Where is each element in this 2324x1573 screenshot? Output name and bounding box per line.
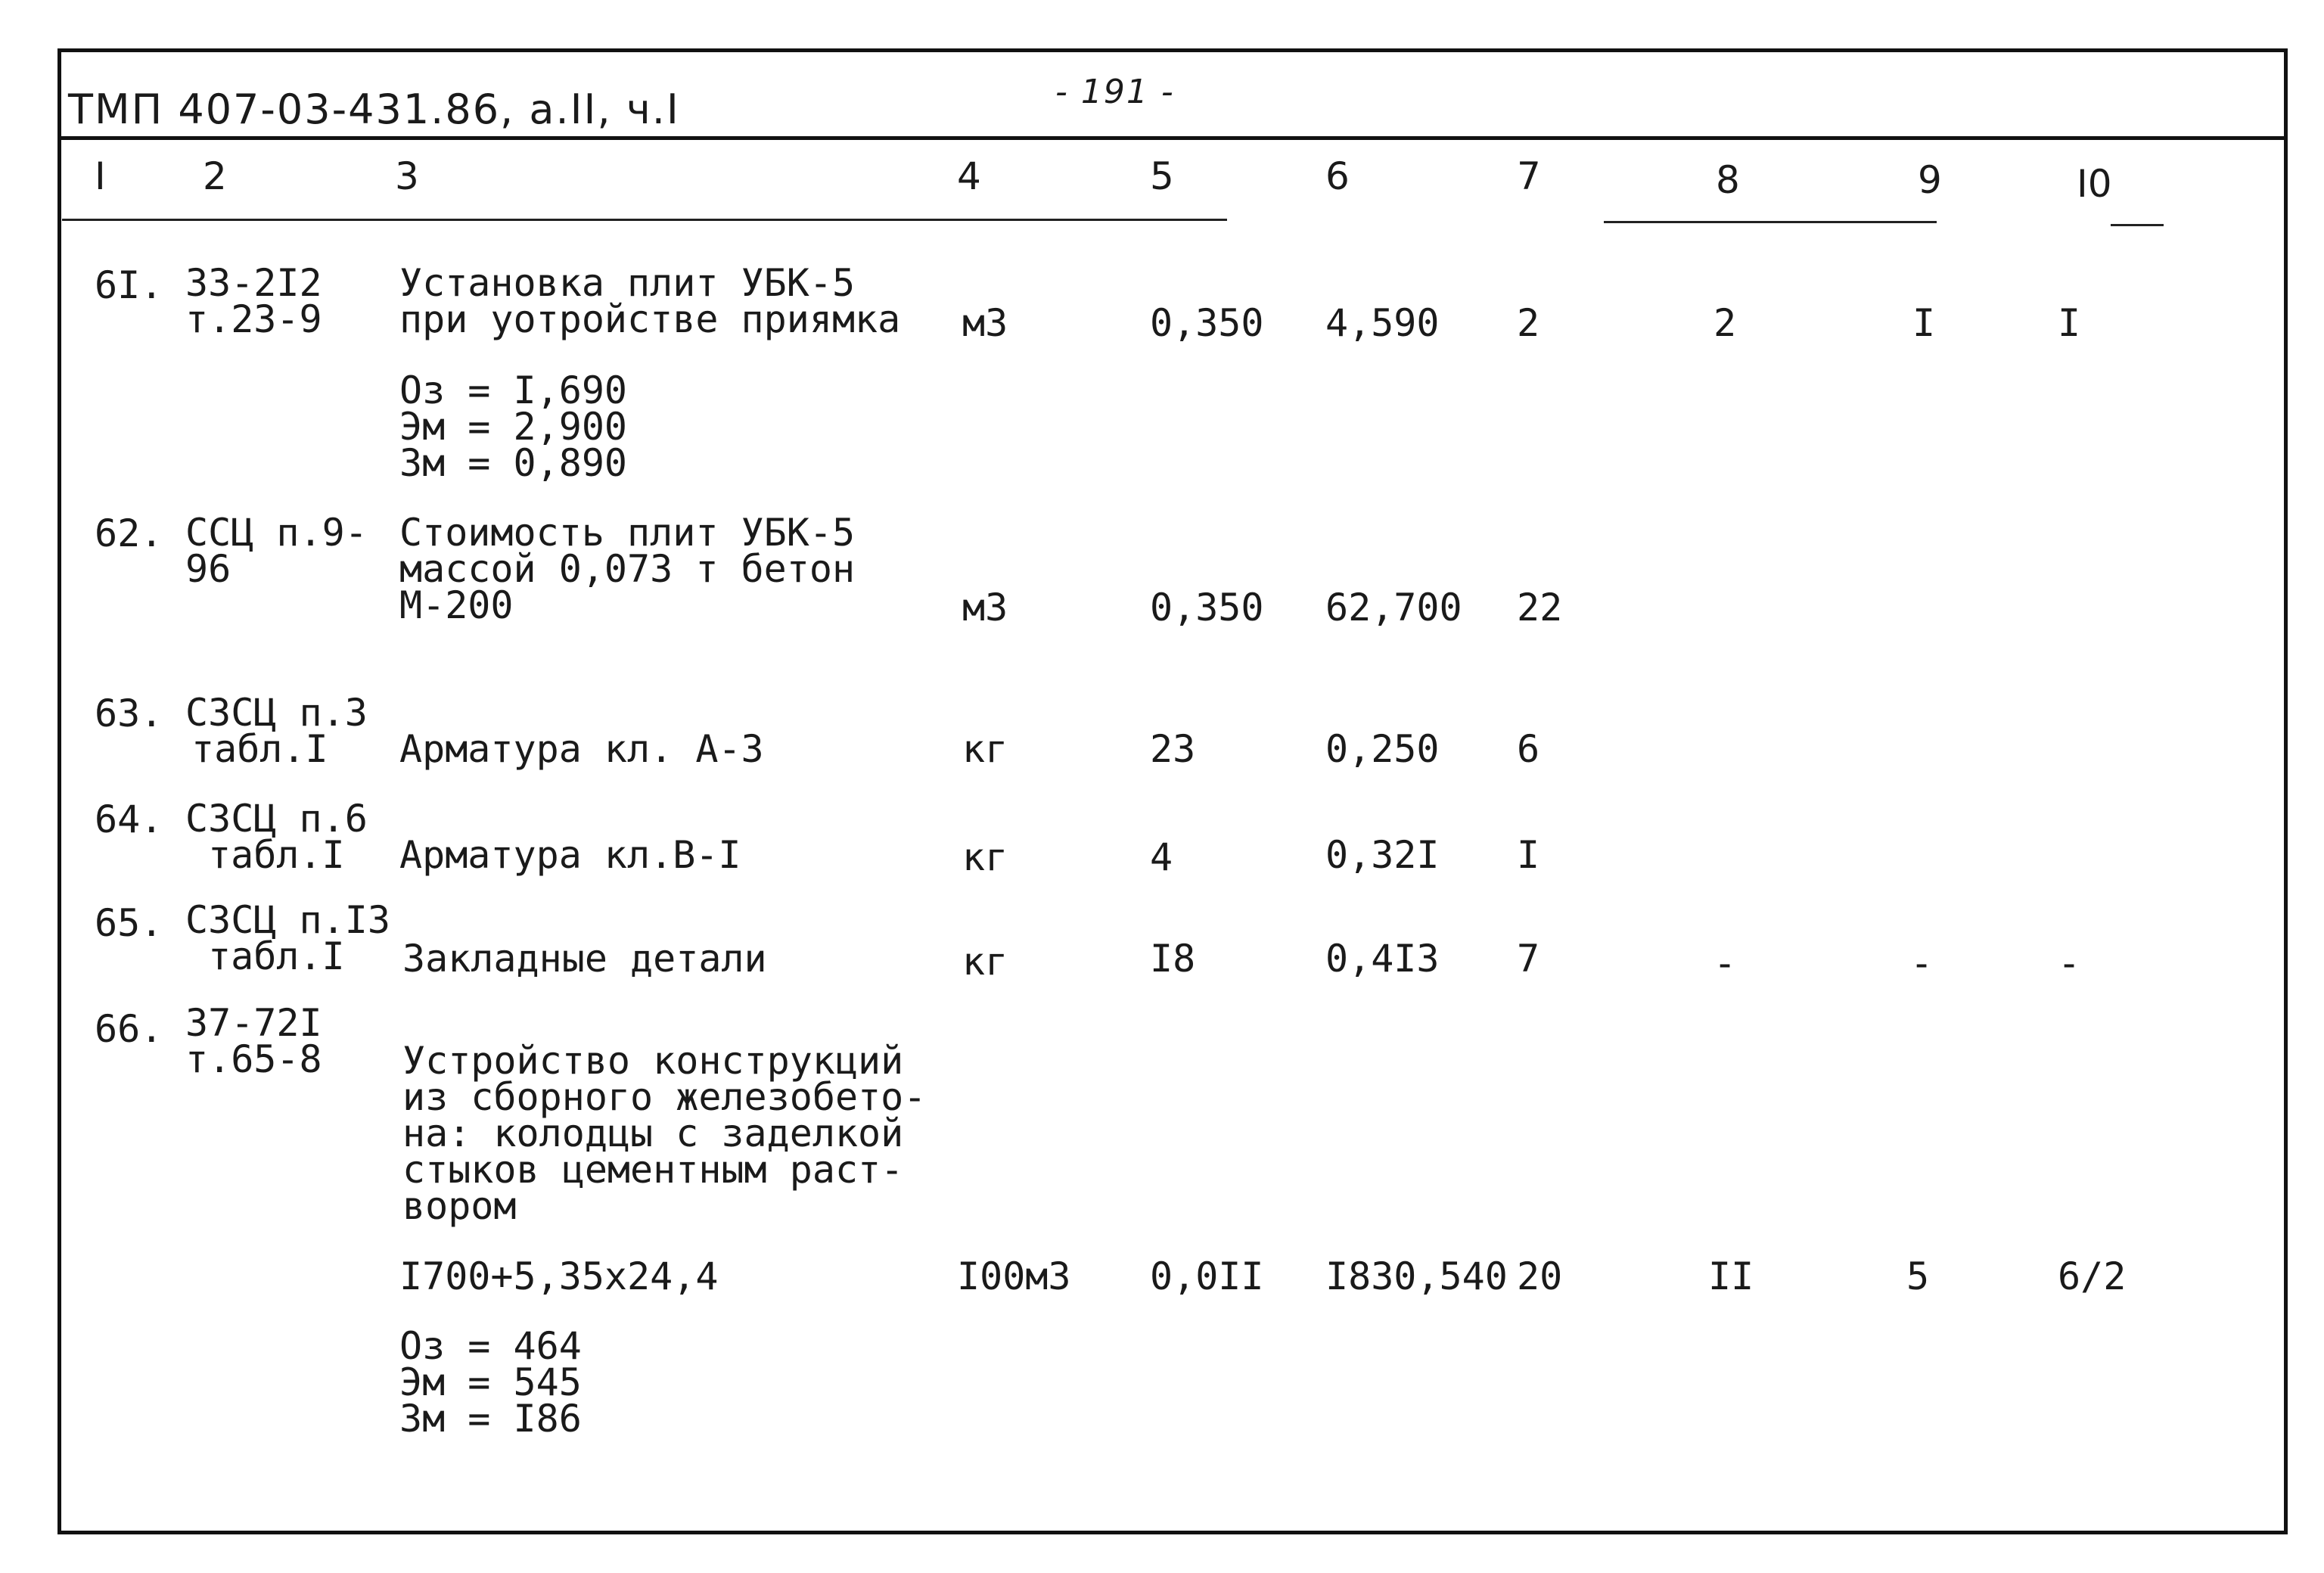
row-62-number: 62. [95,511,163,555]
row-62-total: 22 [1517,586,1563,630]
code-line: 33-2I2 [185,261,322,305]
header-rule [59,136,2286,140]
note-line: Зм = 0,890 [399,441,628,485]
row-64-number: 64. [95,797,163,841]
code-line: т.23-9 [185,297,322,341]
column-header-5: 5 [1150,154,1174,198]
row-63-quantity: 23 [1150,727,1196,771]
code-line: СЗСЦ п.3 [185,691,368,735]
note-line: Оз = I,690 [399,368,628,412]
column-header-2: 2 [203,154,227,198]
desc-line: на: колодцы с заделкой [402,1111,904,1155]
code-line: 37-72I [185,1001,322,1045]
column-header-1: I [95,154,106,198]
desc-line: Устройство конструкций [402,1039,904,1083]
row-62-description [399,511,856,627]
row-66-col10: 6/2 [2058,1254,2127,1298]
row-65-quantity: I8 [1150,937,1196,981]
row-61-col9: I [1912,301,1936,345]
row-63-unit: кг [962,727,1008,771]
code-line: 96 [185,547,231,591]
row-61-quantity: 0,350 [1150,301,1264,345]
row-66-unit: I00м3 [957,1254,1071,1298]
desc-line: массой 0,073 т бетон [399,547,856,591]
column-header-rule-right [1604,221,1937,223]
desc-line: стыков цементным раст- [402,1148,904,1192]
column-header-rule-tail [2111,224,2164,226]
row-63-code [185,691,368,771]
row-62-code [185,511,368,591]
desc-line: Установка плит УБК-5 [399,261,856,305]
row-65-number: 65. [95,901,163,945]
code-line: табл.I [208,833,345,877]
row-61-unit: м3 [962,301,1008,345]
row-66-code [185,1001,322,1081]
row-64-code [185,797,368,877]
row-63-total: 6 [1517,727,1540,771]
column-header-rule-left [62,219,1227,221]
note-line: Зм = I86 [399,1397,582,1441]
row-62-unit: м3 [962,586,1008,630]
row-66-quantity: 0,0II [1150,1254,1264,1298]
row-66-formula: I700+5,35x24,4 [399,1254,719,1298]
desc-line: М-200 [399,583,514,627]
row-65-unit: кг [962,940,1008,984]
row-61-description [399,261,901,341]
row-61-col8: 2 [1713,301,1737,345]
code-line: т.65-8 [185,1037,322,1081]
row-65-col8: - [1713,941,1737,985]
code-line: ССЦ п.9- [185,511,368,555]
desc-line: Стоимость плит УБК-5 [399,511,856,555]
column-header-8: 8 [1716,158,1740,202]
row-65-total: 7 [1517,937,1540,981]
row-61-col10: I [2058,301,2081,345]
row-66-col9: 5 [1906,1254,1930,1298]
code-line: табл.I [208,934,345,978]
row-61-price: 4,590 [1325,301,1440,345]
row-64-unit: кг [962,835,1008,879]
row-65-col9: - [1910,941,1934,985]
row-64-price: 0,32I [1325,833,1440,877]
row-61-code [185,261,322,341]
page-frame [57,48,2288,1534]
row-66-description [402,1039,927,1228]
doc-code: ТМП 407-03-431.86, а.II, ч.I [68,85,680,133]
row-64-quantity: 4 [1150,835,1173,879]
page-number: - 191 - [1055,73,1175,111]
row-65-col10: - [2058,941,2081,985]
desc-line: вором [402,1184,517,1228]
row-66-number: 66. [95,1007,163,1051]
code-line: СЗСЦ п.I3 [185,898,390,942]
row-61-total: 2 [1517,301,1540,345]
column-header-9: 9 [1918,158,1942,202]
row-65-code [185,898,390,978]
column-header-4: 4 [957,154,981,198]
row-64-description: Арматура кл.В-I [399,833,741,877]
desc-line: из сборного железобето- [402,1075,927,1119]
code-line: СЗСЦ п.6 [185,797,368,841]
desc-line: при уотройстве приямка [399,297,901,341]
note-line: Оз = 464 [399,1324,582,1368]
row-64-total: I [1517,833,1540,877]
row-66-price: I830,540 [1325,1254,1508,1298]
row-62-quantity: 0,350 [1150,586,1264,630]
row-66-total: 20 [1517,1254,1563,1298]
row-65-price: 0,4I3 [1325,937,1440,981]
column-header-3: 3 [395,154,419,198]
column-header-6: 6 [1325,154,1350,198]
code-line: табл.I [191,727,328,771]
row-63-price: 0,250 [1325,727,1440,771]
row-61-notes [399,368,628,485]
row-61-number: 6I. [95,263,163,307]
row-63-number: 63. [95,692,163,735]
note-line: Эм = 545 [399,1360,582,1404]
row-66-col8: II [1708,1254,1754,1298]
row-63-description: Арматура кл. А-3 [399,727,764,771]
column-header-7: 7 [1517,154,1541,198]
note-line: Эм = 2,900 [399,405,628,449]
row-62-price: 62,700 [1325,586,1462,630]
row-65-description: Закладные детали [402,937,767,981]
row-66-notes [399,1324,582,1441]
column-header-10: I0 [2077,162,2112,206]
